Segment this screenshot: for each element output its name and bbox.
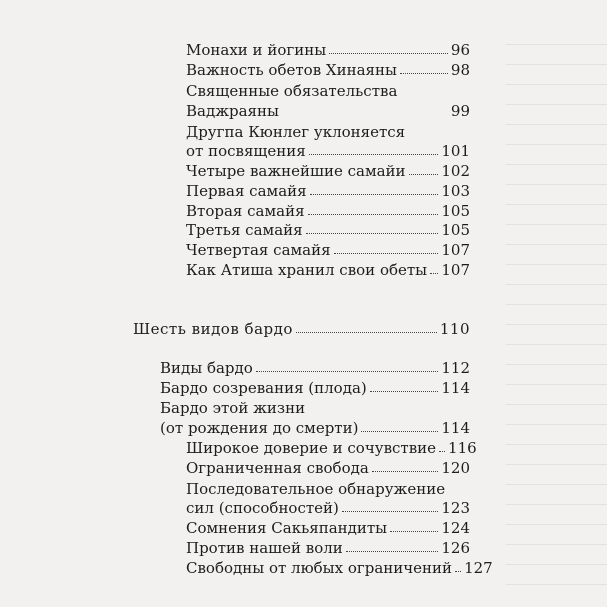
toc-entry-title: Вторая самайя — [186, 202, 305, 220]
dot-leader — [342, 511, 438, 512]
dot-leader — [370, 391, 439, 392]
dot-leader — [256, 371, 439, 372]
toc-entry-page: 96 — [450, 41, 470, 59]
toc-entry-title: сил (способностей) — [186, 499, 339, 517]
toc-entry-page: 101 — [441, 142, 470, 160]
toc-entry — [186, 178, 470, 200]
toc-entry — [160, 375, 470, 397]
toc-entry-title: Сомнения Сакьяпандиты — [186, 519, 388, 537]
toc-entry-title: Бардо созревания (плода) — [160, 379, 367, 397]
toc-entry-page: 124 — [441, 519, 470, 537]
toc-entry-title: (от рождения до смерти) — [160, 419, 359, 437]
toc-entry-title: Свободны от любых ограничений — [186, 559, 453, 577]
dot-leader — [310, 194, 439, 195]
toc-entry-page: 114 — [441, 419, 470, 437]
toc-entry-page: 107 — [441, 241, 470, 259]
dot-leader — [430, 273, 438, 274]
toc-entry-page: 105 — [441, 202, 470, 220]
toc-entry-page: 114 — [441, 379, 470, 397]
toc-entry-page: 112 — [441, 359, 470, 377]
toc-entry-title: от посвящения — [186, 142, 306, 160]
dot-leader — [282, 114, 448, 115]
toc-entry-page: 105 — [441, 221, 470, 239]
toc-entry-title: Против нашей воли — [186, 539, 343, 557]
toc-entry-page: 123 — [441, 499, 470, 517]
toc-entry-page: 107 — [441, 261, 470, 279]
dot-leader — [309, 154, 439, 155]
toc-entry-page: 120 — [441, 459, 470, 477]
dot-leader — [306, 233, 439, 234]
toc-entry — [186, 455, 470, 477]
toc-entry-title: Последовательное обнаружение — [186, 480, 446, 498]
toc-entry-title: Другпа Кюнлег уклоняется — [186, 123, 406, 141]
toc-entry-page: 103 — [441, 182, 470, 200]
toc-entry-title: Первая самайя — [186, 182, 307, 200]
dot-leader — [296, 332, 437, 333]
dot-leader — [390, 531, 438, 532]
toc-entry-title: Важность обетов Хинаяны — [186, 61, 397, 79]
toc-entry — [186, 98, 470, 120]
dot-leader — [308, 214, 439, 215]
toc-entry — [186, 515, 470, 537]
toc-entry-page: 126 — [441, 539, 470, 557]
dot-leader — [361, 431, 438, 432]
dot-leader — [439, 451, 445, 452]
toc-entry — [186, 495, 470, 517]
toc-entry-page: 102 — [441, 162, 470, 180]
toc-entry-title: Ограниченная свобода — [186, 459, 369, 477]
toc-entry-page: 99 — [450, 102, 470, 120]
dot-leader — [409, 174, 439, 175]
dot-leader — [334, 253, 439, 254]
toc-entry-title: Четыре важнейшие самайи — [186, 162, 406, 180]
toc-entry — [160, 355, 470, 377]
toc-entry-title: Ваджраяны — [186, 102, 279, 120]
dot-leader — [346, 551, 439, 552]
dot-leader — [400, 73, 448, 74]
dot-leader — [329, 53, 448, 54]
toc-entry-title: Четвертая самайя — [186, 241, 331, 259]
toc-entry — [186, 158, 470, 180]
toc-entry-title: Бардо этой жизни — [160, 399, 306, 417]
toc-section-title: Шесть видов бардо — [133, 320, 293, 338]
toc-section-page: 110 — [439, 320, 470, 338]
toc-entry-page: 116 — [448, 439, 477, 457]
toc-section — [133, 316, 470, 338]
toc-entry — [160, 415, 470, 437]
toc-entry-page: 127 — [464, 559, 493, 577]
toc-entry-title: Широкое доверие и сочувствие — [186, 439, 437, 457]
toc-entry — [186, 57, 470, 79]
toc-entry — [186, 138, 470, 160]
toc-entry-title: Монахи и йогины — [186, 41, 327, 59]
toc-entry-title: Виды бардо — [160, 359, 253, 377]
toc-entry — [186, 435, 477, 457]
toc-entry-title: Как Атиша хранил свои обеты — [186, 261, 428, 279]
toc-entry-title: Третья самайя — [186, 221, 303, 239]
toc-entry-page: 98 — [450, 61, 470, 79]
dot-leader — [455, 571, 461, 572]
toc-entry — [186, 237, 470, 259]
toc-entry — [186, 217, 470, 239]
dot-leader — [372, 471, 439, 472]
toc-entry — [186, 535, 470, 557]
toc-entry-title: Священные обязательства — [186, 82, 398, 100]
toc-entry — [186, 555, 493, 577]
toc-entry — [186, 257, 470, 279]
toc-entry — [186, 37, 470, 59]
